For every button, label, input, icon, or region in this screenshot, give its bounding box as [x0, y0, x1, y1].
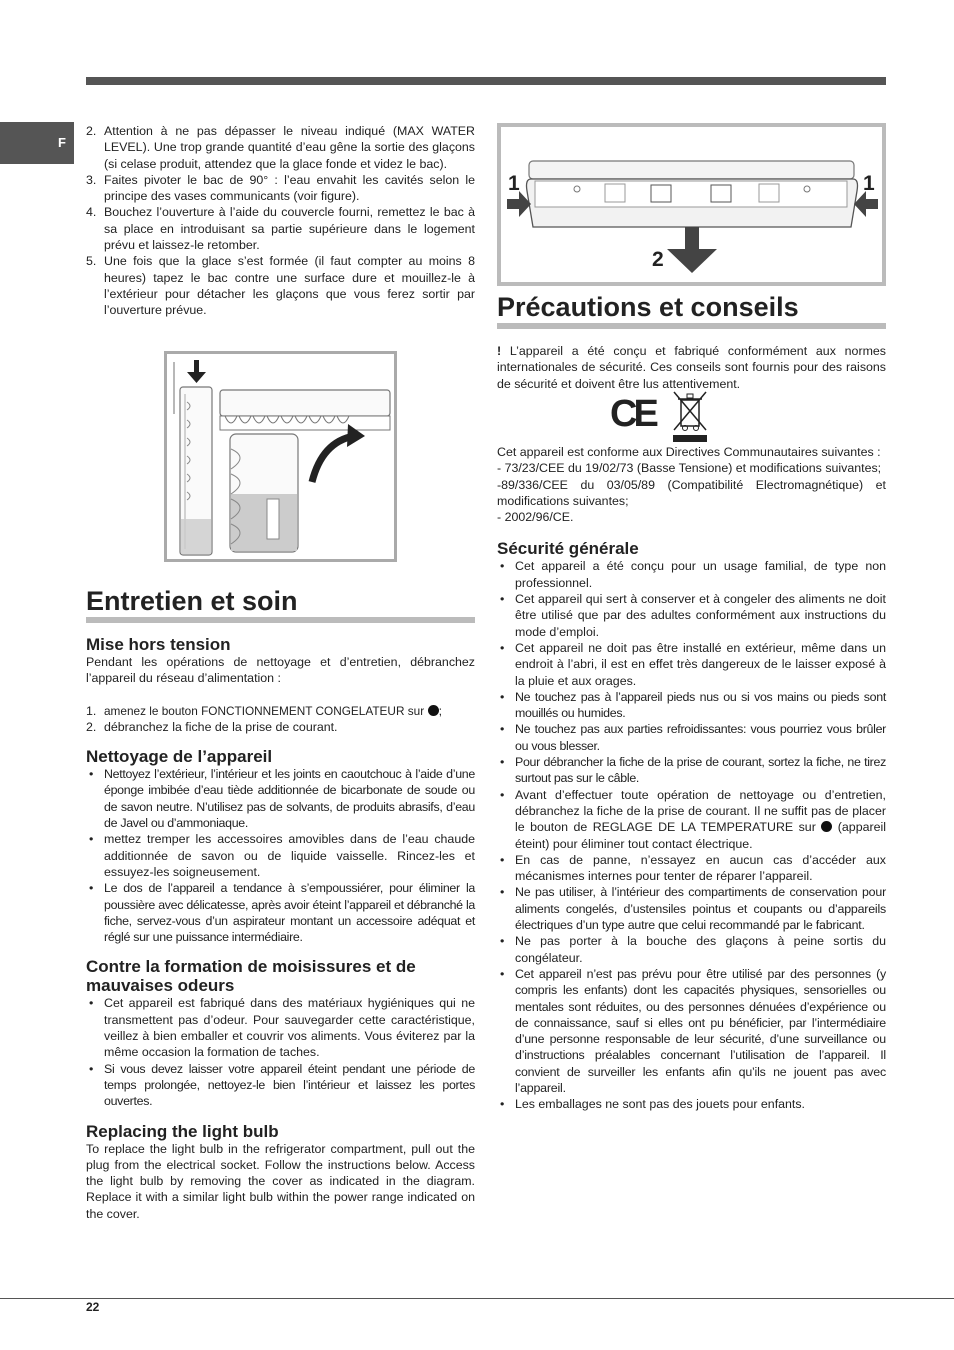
warning-mark: ! — [497, 344, 502, 358]
list-item: • Le dos de l’appareil a tendance à s’empoussiérer, pour éliminer la poussière avec délicatesse, après avoir éteint l’appareil et débranché la fiche, servez-vous d’un aspirateur montant un accessoire adéquat et réglé sur une puissance intermédiaire. — [86, 880, 475, 945]
list-item: • Cet appareil n’est pas prévu pour être utilisé par des personnes (y compris les enfants) dont les capacités physiques, sensorielles ou mentales sont réduites, ou des personnes dénuées d’expérience ou de connaissance, sauf si elles ont pu bénéficier, par l’intermédiaire d’une personne responsable de leur sécurité, d’une surveillance ou d’instructions préalables concernant l’utilisation de l’appareil. Il convient de surveiller les enfants afin qu’ils ne jouent pas avec l’appareil. — [497, 966, 886, 1096]
left-column-steps — [86, 123, 475, 319]
left-column-care — [86, 586, 475, 1222]
language-label: F — [58, 135, 66, 150]
list-item: • En cas de panne, n’essayez en aucun cas d’accéder aux mécanismes internes pour tenter de réparer l’appareil. — [497, 852, 886, 885]
list-item: • Avant d’effectuer toute opération de nettoyage ou d’entretien, débranchez la fiche de la prise de courant. Il ne suffit pas de placer le bouton de REGLAGE DE LA TEMPERATURE sur (appareil éteint) pour éliminer tout contact électrique. — [497, 787, 886, 852]
ce-mark: CE — [610, 393, 655, 435]
list-item: • Cet appareil a été conçu pour un usage familial, de type non professionnel. — [497, 558, 886, 591]
list-item: • Les emballages ne sont pas des jouets pour enfants. — [497, 1096, 886, 1112]
off-position-icon — [428, 705, 439, 716]
list-item: • Cet appareil est fabriqué dans des matériaux hygiéniques qui ne transmettent pas d’odeur. Pour sauvegarder cette caractéristique, veillez à bien emballer et couvrir vos aliments. Vous éviterez par la même occasion la formation de taches. — [86, 995, 475, 1060]
step-label-1-left: 1 — [508, 172, 520, 195]
paragraph: To replace the light bulb in the refrigerator compartment, pull out the plug from the electrical socket. Follow the instructions below. Access the light bulb by removing the cover as indicated in the diagram. Replace it with a similar light bulb within the power range indicated on the cover. — [86, 1141, 475, 1221]
list-item: 1. amenez le bouton FONCTIONNEMENT CONGELATEUR sur ; — [86, 703, 443, 718]
list-item: • Ne touchez pas à l’appareil pieds nus ou si vos mains ou pieds sont mouillés ou humides. — [497, 689, 886, 722]
heading-general-safety: Sécurité générale — [497, 539, 639, 559]
list-item: 2. débranchez la fiche de la prise de courant. — [86, 719, 338, 734]
paragraph: -89/336/CEE du 03/05/89 (Compatibilité Electromagnétique) et modifications suivantes; — [497, 477, 886, 508]
list-item: • Si vous devez laisser votre appareil éteint pendant une période de temps prolongée, nettoyez-le bien l’intérieur et laissez les portes ouvertes. — [86, 1061, 475, 1110]
list-item: • Cet appareil ne doit pas être installé en extérieur, même dans un endroit à l’abri, il est en effet très dangereux de le laisser exposé à la pluie et aux orages. — [497, 640, 886, 689]
right-column-directives — [497, 444, 886, 1113]
step-item: 4. Bouchez l’ouverture à l’aide du couvercle fourni, remettez le bac à sa place en introduisant sa partie supérieure dans le logement prévu et laissez-le retomber. — [86, 205, 475, 253]
paragraph: ! L’appareil a été conçu et fabriqué conformément aux normes internationales de sécurité. Ces conseils sont fournis pour des raisons de sécurité et doivent être lus attentivement. — [497, 344, 886, 391]
step-item: 2. Attention à ne pas dépasser le niveau indiqué (MAX WATER LEVEL). Une trop grande quantité d’eau gêne la sortie des glaçons (si celase produit, attendez que la glace fonde et videz le bac). — [86, 124, 475, 171]
heading-mould: Contre la formation de moisissures et de mauvaises odeurs — [86, 957, 416, 996]
heading-light-bulb: Replacing the light bulb — [86, 1121, 279, 1141]
ce-weee-logos — [610, 390, 710, 442]
section-title-care: Entretien et soin — [86, 586, 475, 623]
list-item: • Cet appareil qui sert à conserver et à congeler des aliments ne doit être utilisé que par des adultes conformément aux instructions du mode d’emploi. — [497, 591, 886, 640]
footer-rule — [0, 1298, 954, 1299]
paragraph: Cet appareil est conforme aux Directives Communautaires suivantes : — [497, 445, 881, 459]
right-column-safety — [497, 292, 886, 392]
language-tab — [0, 122, 74, 164]
weee-bin-icon — [670, 390, 710, 442]
header-bar — [86, 77, 886, 85]
off-position-icon — [821, 821, 832, 832]
section-title-precautions: Précautions et conseils — [497, 292, 886, 329]
step-item: 5. Une fois que la glace s’est formée (il faut compter au moins 8 heures) tapez le bac contre une surface dure et mouillez-le à l’extérieur pour détacher les glaçons que vous ferez sortir par l’ouverture prévue. — [86, 254, 475, 318]
list-item: • Pour débrancher la fiche de la prise de courant, sortez la fiche, ne tirez surtout pas sur le câble. — [497, 754, 886, 787]
step-label-2: 2 — [652, 248, 664, 271]
heading-power-off: Mise hors tension — [86, 635, 231, 654]
ice-tray-figure — [164, 351, 397, 562]
list-item: • Ne pas porter à la bouche des glaçons à peine sortis du congélateur. — [497, 933, 886, 966]
heading-cleaning: Nettoyage de l’appareil — [86, 747, 273, 767]
list-item: • Ne pas utiliser, à l’intérieur des compartiments de conservation pour aliments congelés, d’ustensiles pointus et coupants ou d’appareils électriques d’un type autre que celui recommandé par le fabricant. — [497, 884, 886, 933]
list-item: • Nettoyez l’extérieur, l’intérieur et les joints en caoutchouc à l’aide d’une éponge imbibée d’eau tiède additionnée de bicarbonate de soude ou de savon neutre. N’utilisez pas de solvants, de produits abrasifs, d’eau de Javel ou d’ammoniaque. — [86, 766, 475, 831]
step-item: 3. Faites pivoter le bac de 90° : l’eau envahit les cavités selon le principe des vases communicants (voir figure). — [86, 172, 475, 204]
paragraph: - 2002/96/CE. — [497, 510, 574, 525]
page-number: 22 — [86, 1300, 100, 1314]
list-item: • mettez tremper les accessoires amovibles dans de l’eau chaude additionnée de savon ou de liquide vaisselle. Rincez-les et essuyez-les soigneusement. — [86, 831, 475, 880]
paragraph: Pendant les opérations de nettoyage et d’entretien, débranchez l’appareil du réseau d’alimentation : — [86, 655, 475, 686]
paragraph: - 73/23/CEE du 19/02/73 (Basse Tensione) et modifications suivantes; — [497, 461, 882, 476]
step-label-1-right: 1 — [863, 172, 875, 195]
list-item: • Ne touchez pas aux parties refroidissantes: vous pourriez vous brûler ou vous blesser. — [497, 721, 886, 754]
light-cover-figure — [497, 123, 886, 286]
